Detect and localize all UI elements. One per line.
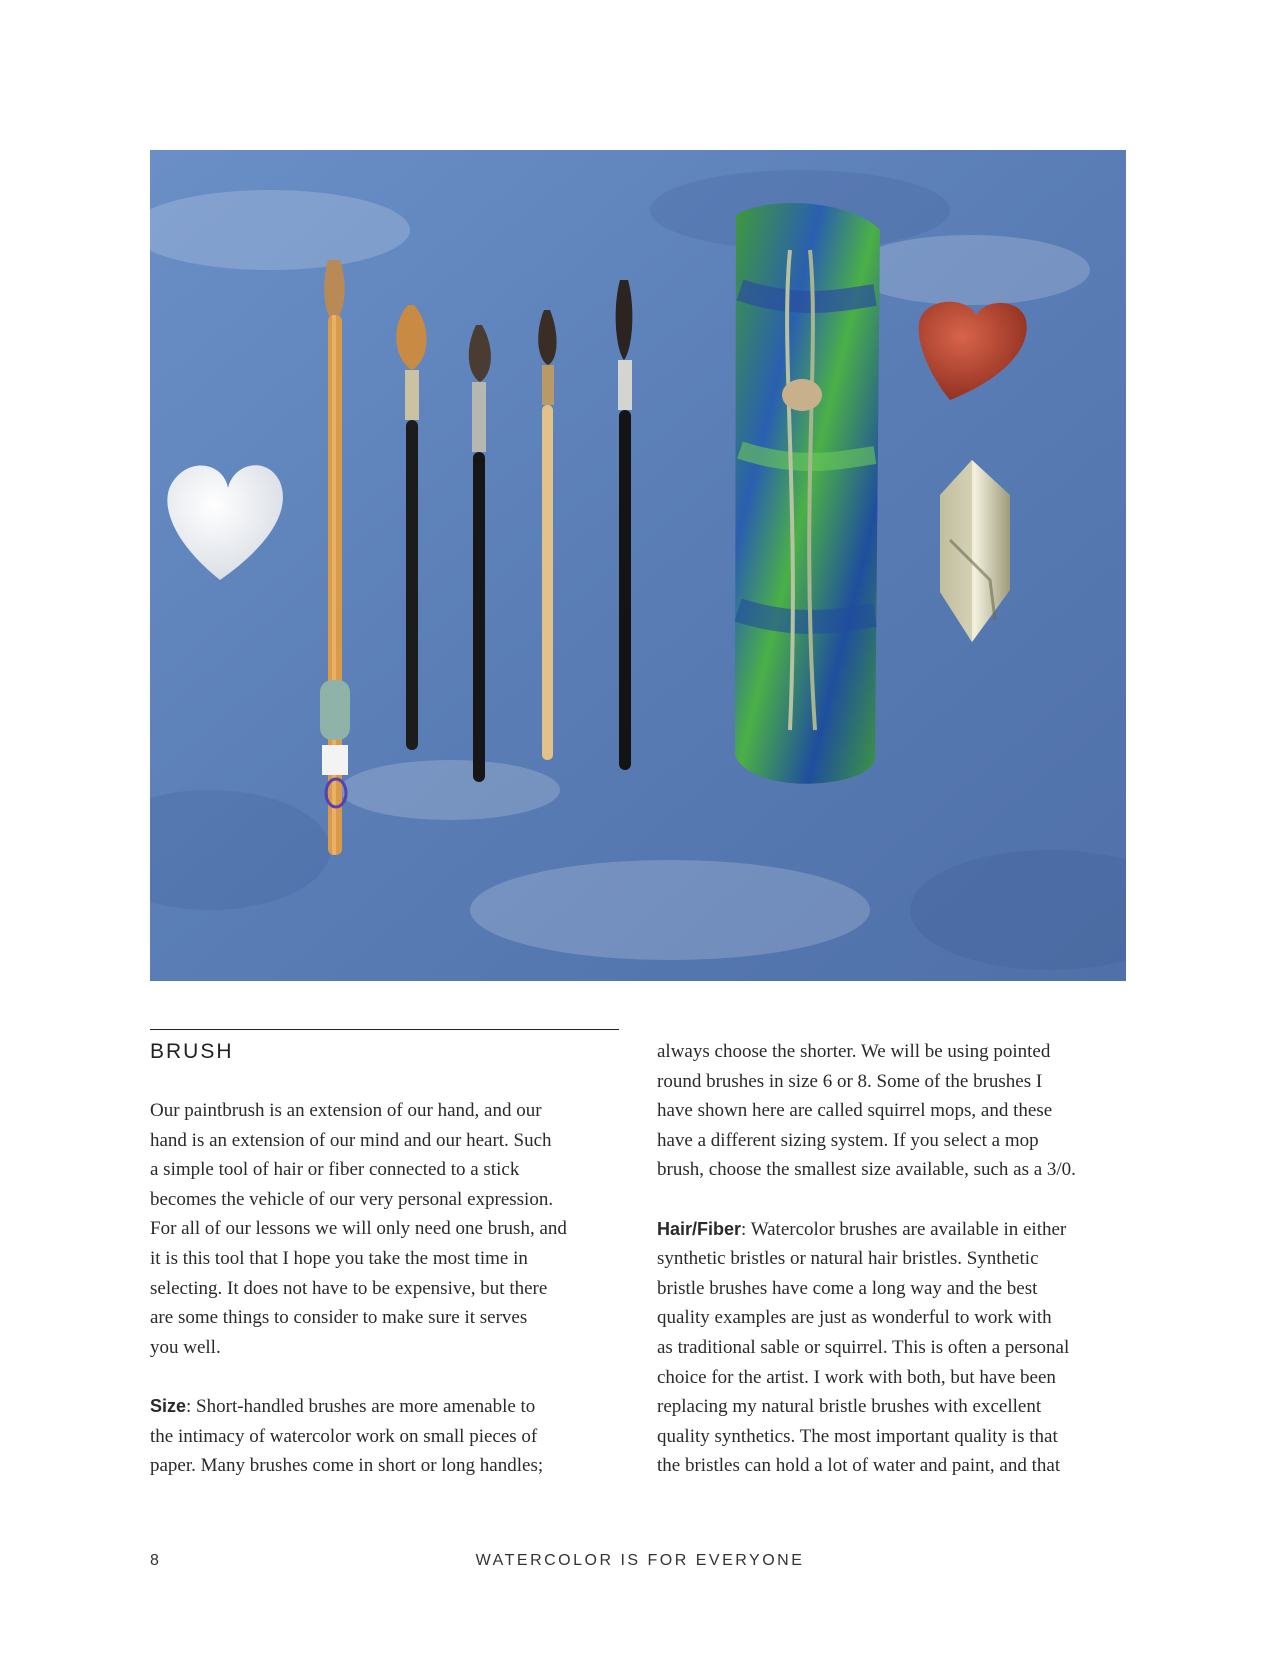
text-line: paper. Many brushes come in short or long handles; <box>150 1455 544 1477</box>
left-column <box>150 1096 630 1481</box>
text-line: quality examples are just as wonderful to work with <box>657 1307 1052 1329</box>
text-line: always choose the shorter. We will be using pointed <box>657 1041 1051 1062</box>
hair-fiber-paragraph <box>657 1215 1137 1481</box>
page-number: 8 <box>150 1552 159 1569</box>
text-line: Our paintbrush is an extension of our hand, and our <box>150 1100 542 1121</box>
text-line: the bristles can hold a lot of water and paint, and that <box>657 1455 1061 1477</box>
text-line: quality synthetics. The most important quality is that <box>657 1425 1058 1447</box>
text-line: it is this tool that I hope you take the most time in <box>150 1247 528 1269</box>
text-line: the intimacy of watercolor work on small pieces of <box>150 1425 538 1447</box>
text-line: : Watercolor brushes are available in either <box>741 1218 1067 1240</box>
text-line: are some things to consider to make sure it serves <box>150 1307 528 1329</box>
text-line: : Short-handled brushes are more amenable to <box>186 1395 536 1417</box>
text-line: as traditional sable or squirrel. This is often a personal <box>657 1336 1070 1358</box>
size-paragraph <box>150 1392 630 1481</box>
text-line: brush, choose the smallest size available, such as a 3/0. <box>657 1159 1076 1181</box>
running-title: WATERCOLOR IS FOR EVERYONE <box>475 1552 805 1569</box>
section-heading: BRUSH <box>150 1040 234 1063</box>
text-line: replacing my natural bristle brushes with excellent <box>657 1396 1042 1418</box>
section-rule <box>150 1029 619 1030</box>
text-line: have a different sizing system. If you select a mop <box>657 1129 1039 1151</box>
text-line: For all of our lessons we will only need one brush, and <box>150 1218 567 1240</box>
text-line: hand is an extension of our mind and our heart. Such <box>150 1129 552 1151</box>
hair-fiber-label: Hair/Fiber <box>657 1218 742 1239</box>
intro-paragraph <box>150 1096 630 1362</box>
text-line: choice for the artist. I work with both, but have been <box>657 1366 1056 1388</box>
text-line: you well. <box>150 1336 221 1358</box>
text-line: have shown here are called squirrel mops, and these <box>657 1100 1053 1122</box>
felted-brush-case <box>735 203 880 784</box>
brushes-photo <box>150 150 1126 981</box>
text-line: a simple tool of hair or fiber connected to a stick <box>150 1159 520 1181</box>
text-line: synthetic bristles or natural hair bristles. Synthetic <box>657 1248 1039 1270</box>
text-line: bristle brushes have come a long way and the best <box>657 1277 1038 1299</box>
text-line: selecting. It does not have to be expensive, but there <box>150 1277 548 1299</box>
text-line: becomes the vehicle of our very personal expression. <box>150 1188 554 1210</box>
size-label: Size <box>150 1395 187 1416</box>
right-column <box>657 1037 1137 1481</box>
text-line: round brushes in size 6 or 8. Some of the brushes I <box>657 1070 1043 1092</box>
size-continued-paragraph <box>657 1037 1137 1185</box>
